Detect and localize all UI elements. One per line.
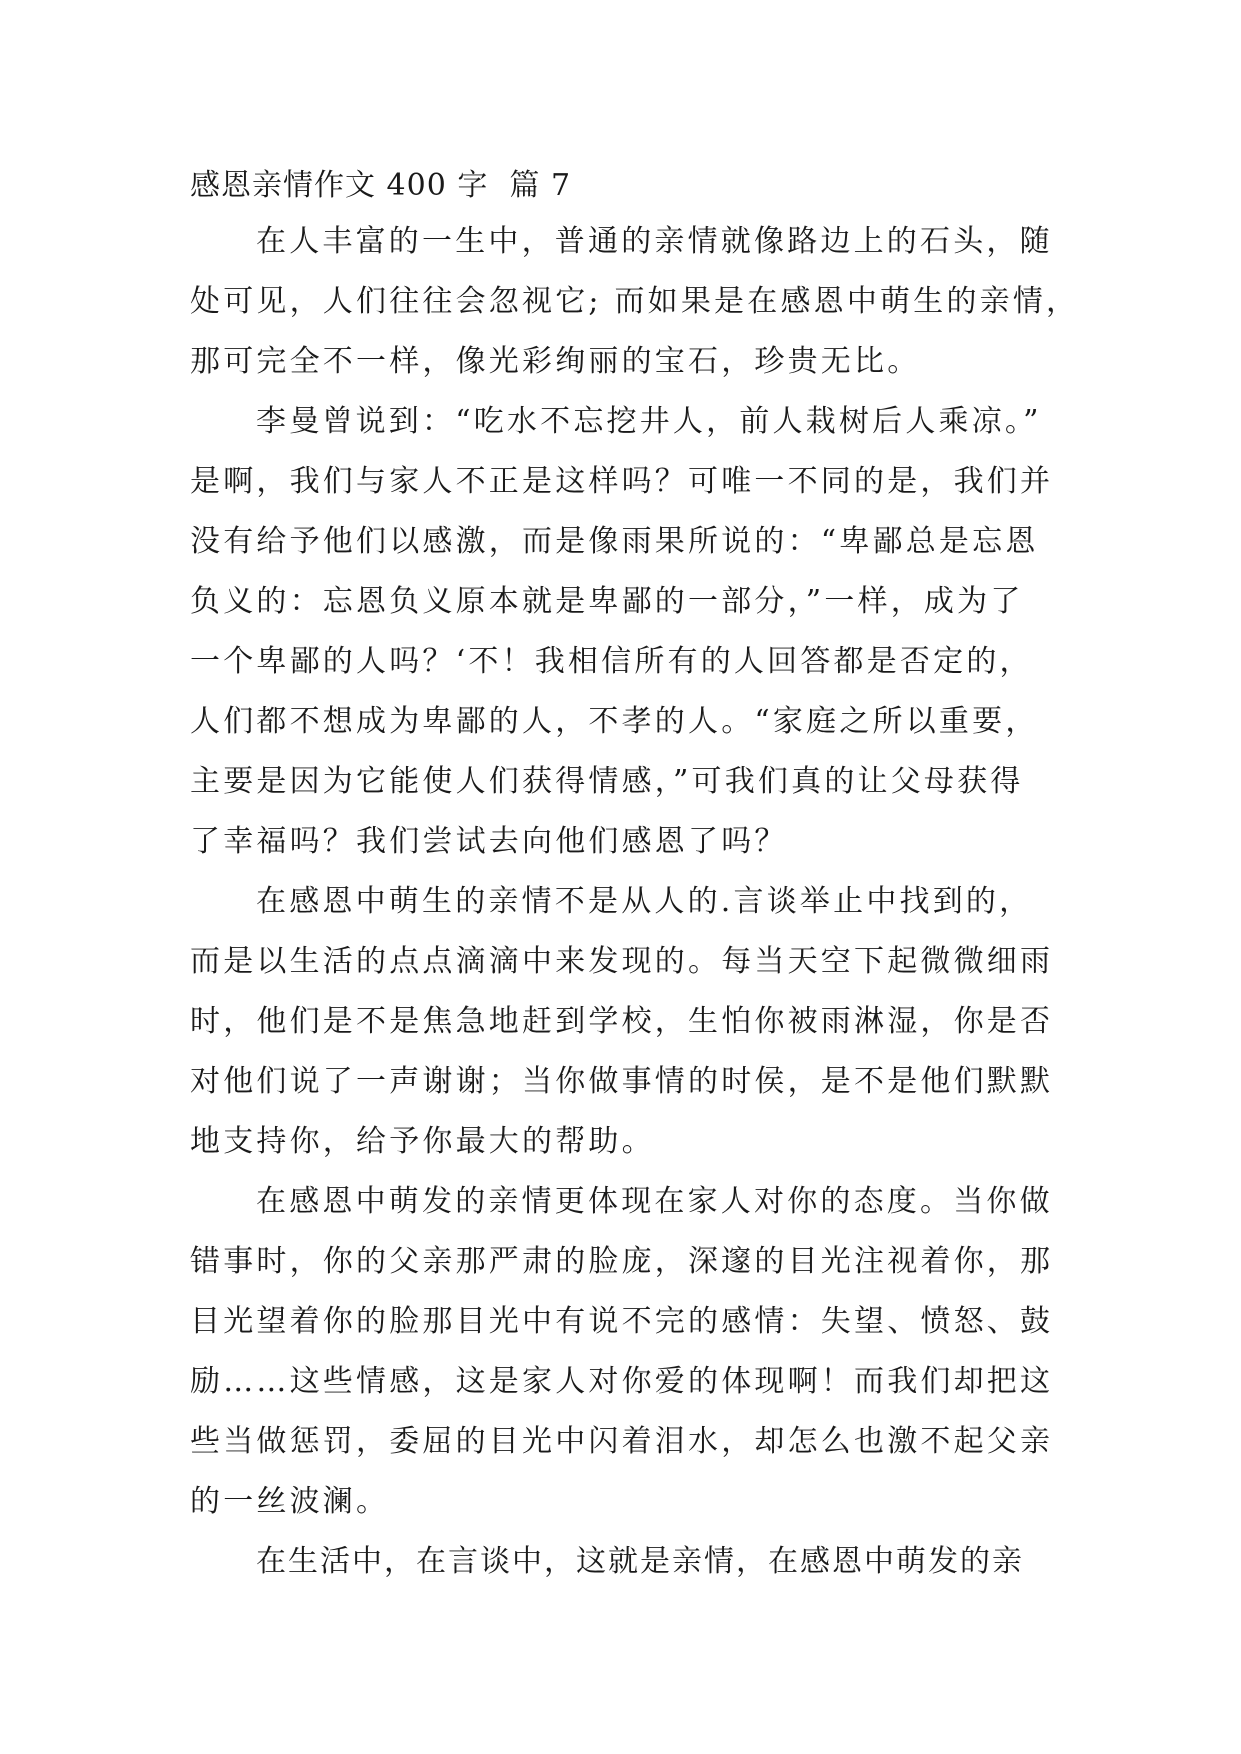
body-line: 在感恩中萌生的亲情不是从人的.言谈举止中找到的， [256,884,1033,919]
body-line: 错事时，你的父亲那严肃的脸庞，深邃的目光注视着你，那 [190,1244,1054,1279]
body-line: 对他们说了一声谢谢；当你做事情的时侯，是不是他们默默 [190,1064,1054,1099]
body-line: 励……这些情感，这是家人对你爱的体现啊！而我们却把这 [190,1364,1054,1399]
body-line: 在感恩中萌发的亲情更体现在家人对你的态度。当你做 [256,1184,1053,1219]
body-line: 一个卑鄙的人吗？‘不！我相信所有的人回答都是否定的， [190,644,1033,679]
body-line: 而是以生活的点点滴滴中来发现的。每当天空下起微微细雨 [190,944,1054,979]
body-line: 地支持你，给予你最大的帮助。 [190,1124,655,1159]
body-line: 时，他们是不是焦急地赶到学校，生怕你被雨淋湿，你是否 [190,1004,1054,1039]
body-line: 人们都不想成为卑鄙的人，不孝的人。“家庭之所以重要， [190,704,1039,739]
body-line: 在人丰富的一生中，普通的亲情就像路边上的石头，随 [256,224,1053,259]
body-line: 处可见，人们往往会忽视它; 而如果是在感恩中萌生的亲情， [190,284,1080,319]
body-line: 李曼曾说到：“吃水不忘挖井人，前人栽树后人乘凉。” [256,404,1042,439]
body-line: 在生活中，在言谈中，这就是亲情，在感恩中萌发的亲 [256,1544,1024,1579]
body-line: 些当做惩罚，委屈的目光中闪着泪水，却怎么也激不起父亲 [190,1424,1054,1459]
body-line: 那可完全不一样，像光彩绚丽的宝石，珍贵无比。 [190,344,921,379]
body-line: 负义的：忘恩负义原本就是卑鄙的一部分，”一样，成为了 [190,584,1024,619]
body-line: 了幸福吗？我们尝试去向他们感恩了吗？ [190,824,788,859]
document-title: 感恩亲情作文 400 字 篇 7 [190,168,572,203]
document-body [190,212,1080,1592]
body-line: 目光望着你的脸那目光中有说不完的感情：失望、愤怒、鼓 [190,1304,1054,1339]
body-line: 是啊，我们与家人不正是这样吗？可唯一不同的是，我们并 [190,464,1054,499]
body-line: 的一丝波澜。 [190,1484,390,1519]
body-line: 没有给予他们以感激，而是像雨果所说的：“卑鄙总是忘恩 [190,524,1039,559]
body-line: 主要是因为它能使人们获得情感，”可我们真的让父母获得 [190,764,1024,799]
